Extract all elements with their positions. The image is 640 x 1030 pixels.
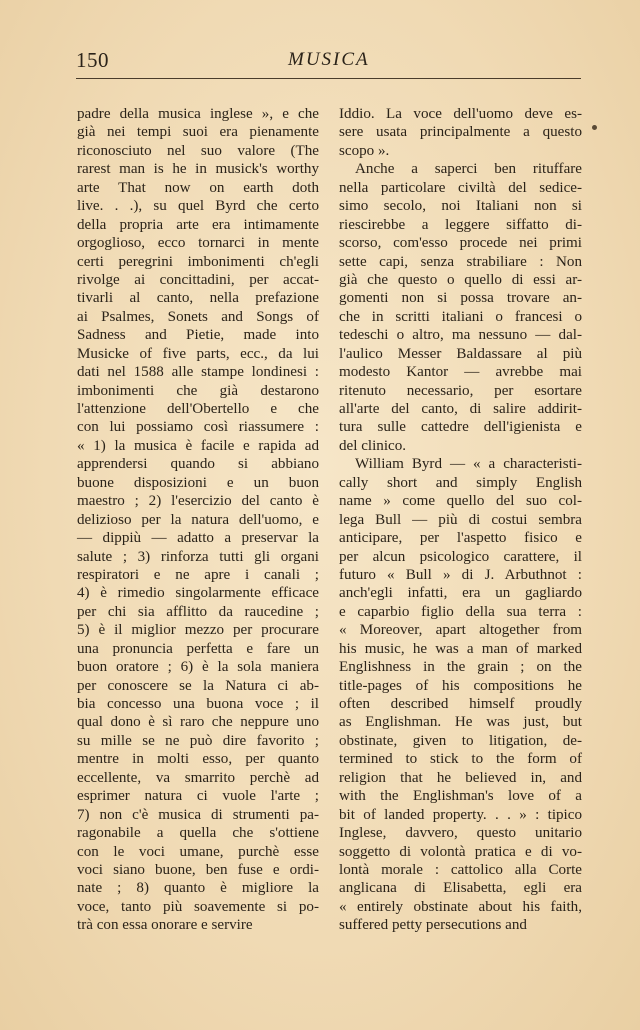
- text-line: respiratori e ne apre i canali ;: [77, 566, 319, 583]
- text-line: 5) è il miglior mezzo per procurare: [77, 622, 319, 639]
- text-line: sere usata principalmente a questo: [339, 124, 582, 141]
- text-line: buon oratore ; 6) è la sola maniera: [77, 659, 319, 676]
- text-line: nate ; 8) quanto è migliore la: [77, 880, 319, 897]
- ink-spot: [592, 125, 597, 130]
- text-line: l'aulico Messer Baldassare al più: [339, 345, 582, 362]
- text-line: esprimer natura ci vuole l'arte ;: [77, 788, 319, 805]
- text-line: ragonabile a quella che s'ottiene: [77, 825, 319, 842]
- text-line: per conoscere se la Natura ci ab-: [77, 677, 319, 694]
- text-line: bia concesso una buona voce ; il: [77, 696, 319, 712]
- text-line: with the Englishman's love of a: [339, 788, 582, 805]
- text-line: lontà morale : cattolico alla Corte: [339, 861, 582, 878]
- running-title: MUSICA: [288, 49, 370, 70]
- text-line: modesto Kantor — avrebbe mai: [339, 364, 582, 381]
- text-line: del clinico.: [339, 437, 407, 454]
- text-line: l'attenzione dell'Obertello e che: [77, 401, 319, 417]
- text-line: Englishness in the grain ; on the: [339, 659, 582, 676]
- text-line: voce, tanto più soavemente si po-: [77, 898, 319, 915]
- text-line: certi peregrini imbonimenti ch'egli: [77, 253, 319, 270]
- text-line: con le voci umane, purchè esse: [77, 843, 319, 860]
- text-line: e caparbio figlio della sua terra :: [339, 603, 582, 620]
- text-line: « Moreover, apart altogether from: [339, 622, 582, 639]
- text-line: tedeschi o altro, ma nessuno — dal-: [339, 327, 582, 344]
- header-rule: [76, 78, 581, 79]
- text-line: mentre in molti esso, per quanto: [77, 751, 319, 768]
- text-line: obstinate, given to litigation, de-: [339, 732, 582, 749]
- text-line: imbonimenti che già destarono: [77, 382, 319, 399]
- text-line: 7) non c'è musica di strumenti pa-: [77, 806, 319, 823]
- text-line: Iddio. La voce dell'uomo deve es-: [339, 106, 582, 122]
- text-line: sette capi, senza strabiliare : Non: [339, 253, 582, 270]
- text-line: Inglese, davvero, questo unitario: [339, 825, 582, 842]
- text-line: già nei tempi suoi era pienamente: [77, 124, 319, 141]
- text-line: often described himself proudly: [339, 696, 582, 712]
- text-line: anch'egli infatti, era un gagliardo: [339, 585, 582, 602]
- text-line: all'arte del canto, di salire addirit-: [339, 401, 582, 417]
- text-line: bit of landed property. . . » : tipico: [339, 806, 582, 823]
- text-line: anglicana di Elisabetta, egli era: [339, 880, 582, 897]
- text-line: delizioso per la natura dell'uomo, e: [77, 511, 319, 528]
- text-line: futuro « Bull » di J. Arbuthnot :: [339, 566, 582, 583]
- text-line: cally short and simply English: [339, 474, 582, 491]
- text-line: ritenuto necessario, per esortare: [339, 382, 582, 399]
- text-line: tura sulle cattedre dell'igienista e: [339, 419, 582, 436]
- text-line: orgoglioso, ecco tornarci in mente: [77, 235, 319, 252]
- text-line: riescirebbe a leggere siffatto di-: [339, 216, 582, 233]
- text-line: his music, he was a man of marked: [339, 640, 582, 657]
- text-line: nella particolare civiltà del sedice-: [339, 179, 582, 196]
- text-line: già che questo o quello di essi ar-: [339, 271, 582, 288]
- text-line: maestro ; 2) l'esercizio del canto è: [77, 493, 319, 510]
- text-line: Sadness and Pietie, made into: [77, 327, 319, 344]
- text-line: lega Bull — più di costui sembra: [339, 511, 582, 528]
- text-line: ai Psalmes, Sonets and Songs of: [77, 308, 319, 325]
- text-line: gomenti non si possa trovare an-: [339, 290, 582, 307]
- text-line: per alcun psicologico carattere, il: [339, 548, 582, 565]
- text-line: arte That now on earth doth: [77, 179, 319, 196]
- text-line: della propria arte era intimamente: [77, 216, 319, 233]
- text-line: scorso, com'esso procede nei primi: [339, 235, 582, 252]
- text-line: rivolge ai concittadini, per accat-: [77, 271, 319, 288]
- text-line: simo secolo, noi Italiani non si: [339, 198, 582, 215]
- text-line: eccellente, va smarrito perchè ad: [77, 769, 319, 786]
- left-text-column: [77, 105, 319, 935]
- text-line: voci siano buone, ben fuse e ordi-: [77, 861, 319, 878]
- text-line: trà con essa onorare e servire: [77, 917, 253, 934]
- text-line: rarest man is he in musick's worthy: [77, 161, 319, 178]
- text-line: Anche a saperci ben rituffare: [355, 161, 582, 178]
- text-line: dati nel 1588 alle stampe londinesi :: [77, 364, 319, 381]
- text-line: per chi sia afflitto da raucedine ;: [77, 603, 319, 620]
- text-line: qual dono è sì raro che neppure uno: [77, 714, 319, 731]
- text-line: live. . .), su quel Byrd che certo: [77, 198, 319, 215]
- text-line: — dippiù — adatto a preservar la: [77, 530, 319, 547]
- text-line: salute ; 3) rinforza tutti gli organi: [77, 548, 319, 565]
- text-line: con lui possiamo così riassumere :: [77, 419, 319, 436]
- text-line: « 1) la musica è facile e rapida ad: [77, 437, 319, 454]
- text-line: termined to stick to the form of: [339, 751, 582, 768]
- text-line: Musicke of five parts, ecc., da lui: [77, 345, 319, 362]
- text-line: name » come quello del suo col-: [339, 493, 582, 510]
- text-line: tivarli al canto, nella prefazione: [77, 290, 319, 307]
- text-line: su mille se ne può dire favorito ;: [77, 732, 319, 749]
- text-line: religion that he believed in, and: [339, 769, 582, 786]
- text-line: che in scritti italiani o francesi o: [339, 308, 582, 325]
- text-line: una pronuncia perfetta e fare un: [77, 640, 319, 657]
- page-number: 150: [76, 48, 109, 72]
- text-line: riconosciuto nel suo valore (The: [77, 142, 319, 159]
- text-line: anticipare, per l'aspetto fisico e: [339, 530, 582, 547]
- text-line: title-pages of his compositions he: [339, 677, 582, 694]
- text-line: « entirely obstinate about his faith,: [339, 898, 582, 915]
- text-line: as Englishman. He was just, but: [339, 714, 582, 731]
- text-line: buone disposizioni e un buon: [77, 474, 319, 491]
- text-line: soggetto di volontà pratica e di vo-: [339, 843, 582, 860]
- text-line: suffered petty persecutions and: [339, 917, 527, 934]
- text-line: padre della musica inglese », e che: [77, 106, 319, 122]
- text-line: scopo ».: [339, 142, 390, 159]
- text-line: William Byrd — « a characteristi-: [355, 456, 582, 473]
- text-line: apprendersi quando si abbiano: [77, 456, 319, 473]
- text-line: 4) è rimedio singolarmente efficace: [77, 585, 319, 602]
- page-header: [76, 48, 581, 76]
- right-text-column: [339, 105, 582, 935]
